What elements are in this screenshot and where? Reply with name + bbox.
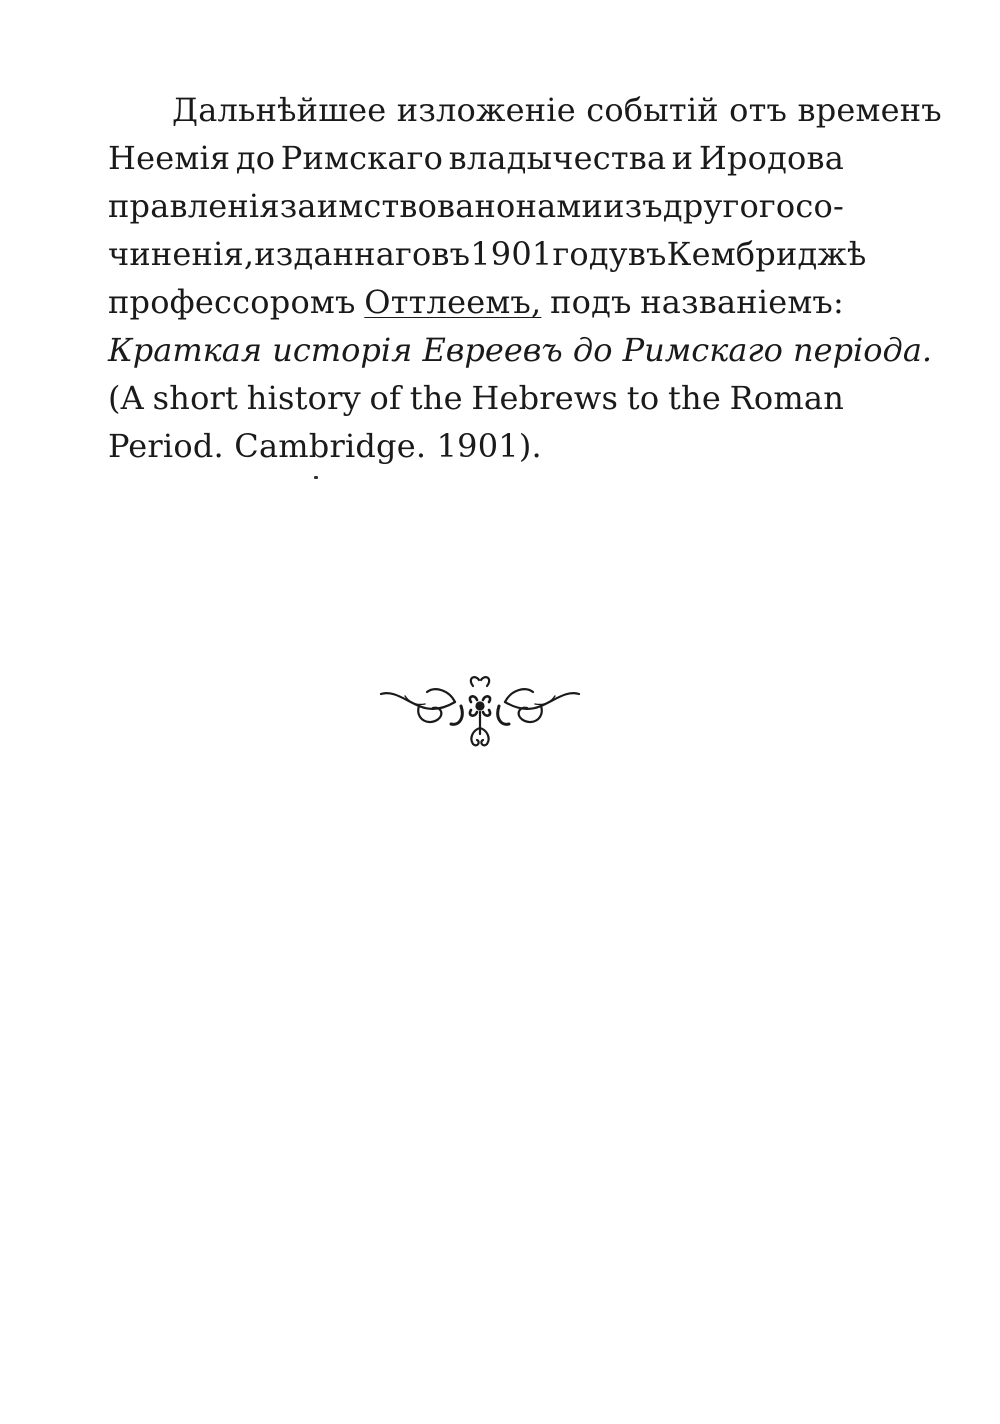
paragraph-line-1-text: Дальнѣйшее изложеніе событій отъ временъ xyxy=(172,91,942,129)
paragraph-line-5 xyxy=(108,278,844,326)
word: со- xyxy=(795,187,844,225)
word: въ xyxy=(627,235,667,273)
word: чиненія, xyxy=(108,235,255,273)
word: Hebrews xyxy=(471,379,619,417)
print-speck xyxy=(314,476,318,479)
paragraph-line-4 xyxy=(108,230,867,278)
word: и xyxy=(671,139,694,177)
word: владычества xyxy=(448,139,667,177)
word: the xyxy=(667,379,721,417)
word: заимствовано xyxy=(279,187,516,225)
word: другого xyxy=(662,187,796,225)
word: 1901 xyxy=(470,235,553,273)
word: году xyxy=(552,235,628,273)
paragraph-line-7 xyxy=(108,374,844,422)
author-name: Оттлеемъ, xyxy=(364,283,542,321)
word: Кембриджѣ xyxy=(666,235,867,273)
paragraph-line-6 xyxy=(108,326,933,374)
word: изданнаго xyxy=(254,235,432,273)
word: the xyxy=(409,379,463,417)
word: history xyxy=(246,379,361,417)
paragraph-line-2 xyxy=(108,134,844,182)
paragraph-line-8 xyxy=(108,422,844,470)
word: до xyxy=(235,139,276,177)
word: Неемія xyxy=(108,139,231,177)
word: Roman xyxy=(729,379,844,417)
book-title-russian: Краткая исторія Евреевъ до Римскаго періода. xyxy=(108,331,933,369)
word: правленія xyxy=(108,187,280,225)
word: нами xyxy=(515,187,604,225)
word: to xyxy=(626,379,660,417)
word: профессоромъ xyxy=(108,283,356,321)
word: Римскаго xyxy=(280,139,444,177)
word: of xyxy=(369,379,402,417)
floral-fleuron-ornament-icon xyxy=(375,672,585,750)
word: названіемъ: xyxy=(640,283,844,321)
word: изъ xyxy=(603,187,663,225)
paragraph-line-1 xyxy=(172,86,942,134)
word: (A xyxy=(108,379,144,417)
word: Иродова xyxy=(698,139,844,177)
word: short xyxy=(152,379,239,417)
word: подъ xyxy=(550,283,632,321)
paragraph-line-8-text: Period. Cambridge. 1901). xyxy=(108,427,542,465)
paragraph-line-3 xyxy=(108,182,844,230)
word: въ xyxy=(431,235,471,273)
